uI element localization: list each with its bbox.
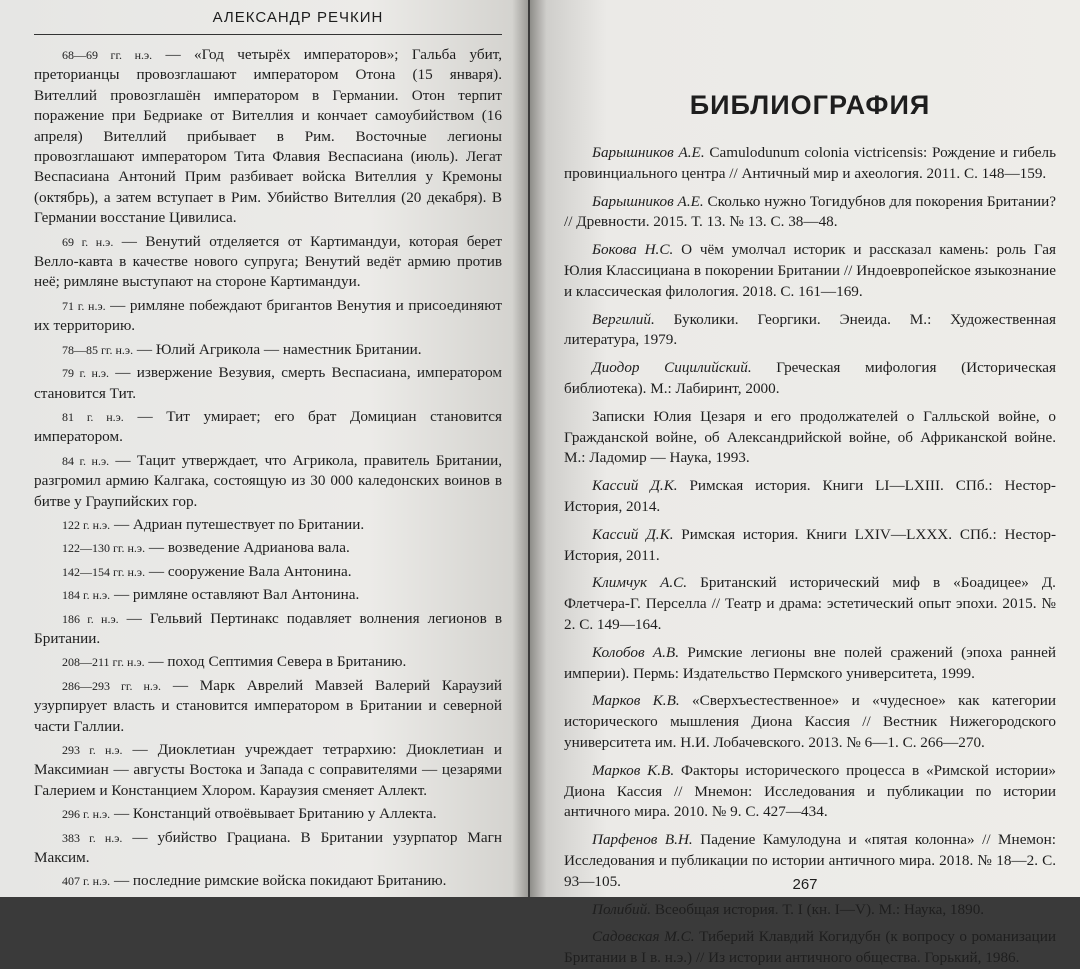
chronology-entry: [34, 363, 502, 404]
bibliography-item: [564, 691, 1056, 753]
entry-date: 68—69 гг. н.э.: [62, 48, 153, 62]
entry-date: 69 г. н.э.: [62, 234, 114, 249]
bib-author: Парфенов В.Н.: [592, 831, 693, 849]
right-page: [530, 0, 1080, 967]
entry-text: — Адриан путешествует по Британии.: [110, 515, 365, 533]
bib-text: Тиберий Клавдий Когидубн (к вопросу о романизации Британии в I в. н.э.) // Из истории античного общества. Горький, 1986.: [564, 928, 1056, 967]
entry-date: 84 г. н.э.: [62, 453, 110, 468]
bib-author: Кассий Д.К.: [592, 525, 674, 543]
bib-author: Диодор Сицилийский.: [592, 359, 752, 377]
bib-text: Греческая мифология (Историческая библиотека). М.: Лабиринт, 2000.: [564, 359, 1056, 397]
page-number: 267: [792, 876, 818, 893]
entry-date: 79 г. н.э.: [62, 366, 110, 381]
bibliography-item: [564, 573, 1056, 635]
bibliography-item: [564, 900, 1056, 921]
bib-text: Буколики. Георгики. Энеида. М.: Художественная литература, 1979.: [564, 310, 1056, 349]
entry-date: 296 г. н.э.: [62, 807, 111, 822]
bib-author: Колобов А.В.: [592, 643, 680, 661]
bib-text: Римская история. Книги LI—LXIII. СПб.: Нестор-История, 2014.: [564, 477, 1056, 515]
entry-text: — римляне побеждают бригантов Венутия и присоединяют их территорию.: [34, 296, 502, 335]
bib-text: Римская история. Книги LXIV—LXXX. СПб.: Нестор-История, 2011.: [564, 525, 1057, 564]
chronology-entry: [34, 871, 502, 891]
bib-text: Факторы исторического процесса в «Римской истории» Диона Кассия // Мнемон: Исследования и публикации по истории античного мира. 2010. № 9. С. 427—434.: [564, 761, 1057, 821]
entry-date: 208—211 гг. н.э.: [62, 655, 145, 670]
entry-text: — Юлий Агрикола — наместник Британии.: [133, 340, 422, 358]
bib-author: Марков К.В.: [592, 692, 680, 710]
bibliography-item: [564, 192, 1056, 234]
entry-text: — последние римские войска покидают Британию.: [110, 872, 447, 890]
bib-text: Британский исторический миф в «Боадицее» Д. Флетчера-Г. Перселла // Театр и драма: эстетический опыт эпохи. 2015. № 2. С. 149—164.: [564, 574, 1056, 633]
entry-text: — Марк Аврелий Мавзей Валерий Караузий узурпирует власть и становится императором в Британии и северной части Галлии.: [34, 676, 502, 735]
left-page: [0, 0, 528, 897]
bib-author: Бокова Н.С.: [592, 241, 674, 259]
entry-date: 78—85 гг. н.э.: [62, 342, 134, 357]
chronology-entry: [34, 609, 502, 650]
entry-text: — сооружение Вала Антонина.: [145, 562, 352, 580]
chronology-entry: [34, 340, 502, 360]
entry-text: — Тацит утверждает, что Агрикола, правитель Британии, разгромил армию Калгака, состоящую из 30 000 каледонских воинов в битве у Граупийских гор.: [34, 451, 503, 510]
bibliography-item: [564, 407, 1056, 469]
entry-date: 383 г. н.э.: [62, 830, 123, 845]
bibliography-item: [564, 761, 1056, 823]
bibliography-title: БИБЛИОГРАФИЯ: [689, 90, 931, 120]
bibliography-list: [564, 143, 1056, 969]
bibliography-item: [564, 310, 1056, 352]
bib-text: Сколько нужно Тогидубнов для покорения Британии? // Древности. 2015. Т. 13. № 13. С. 38—48.: [564, 192, 1056, 231]
entry-date: 293 г. н.э.: [62, 743, 123, 757]
bib-text: «Сверхъестественное» и «чудесное» как категории исторического мышления Диона Кассия // Вестник Нижегородского университета им. Н.И. Лобачевского. 2013. № 6—1. С. 266—270.: [564, 692, 1056, 751]
entry-text: — поход Септимия Севера в Британию.: [144, 653, 407, 671]
chronology-entry: [34, 562, 502, 582]
entry-date: 286—293 гг. н.э.: [62, 678, 162, 693]
header-rule: [34, 34, 502, 35]
entry-text: — Констанций отвоёвывает Британию у Аллекта.: [110, 805, 437, 823]
bib-author: Кассий Д.К.: [592, 477, 678, 495]
chronology-entry: [34, 828, 502, 869]
chronology-entry: [34, 45, 502, 229]
bibliography-item: [564, 240, 1056, 302]
bib-author: Марков К.В.: [592, 761, 675, 779]
chronology-entry: [34, 585, 502, 605]
chronology-entry: [34, 740, 502, 801]
bib-author: Садовская М.С.: [592, 928, 695, 946]
bibliography-item: [564, 476, 1056, 518]
entry-date: 71 г. н.э.: [62, 298, 106, 313]
bib-text: Всеобщая история. Т. I (кн. I—V). М.: Наука, 1890.: [651, 900, 985, 918]
bib-text: Camulodunum colonia victricensis: Рождение и гибель провинциального центра // Античный мир и ахеология. 2011. С. 148—159.: [564, 144, 1056, 182]
entry-text: — Венутий отделяется от Картимандуи, которая берет Велло-кавта в качестве нового супруга; Венутий ведёт армию против неё; римляне выступают на стороне Картимандуи.: [34, 232, 502, 291]
bib-text: Римские легионы вне полей сражений (эпоха ранней империи). Пермь: Издательство Пермского университета, 1999.: [564, 643, 1056, 682]
chronology-entry: [34, 538, 502, 558]
chronology-entry: [34, 451, 502, 512]
chronology-entry: [34, 676, 502, 737]
bib-author: Барышников А.Е.: [592, 192, 704, 210]
bibliography-item: [564, 643, 1056, 685]
entry-text: — «Год четырёх императоров»; Гальба убит, преторианцы провозглашают императором Отона (15 января). Вителлий провозглашён императором в Германии. Отон терпит поражение при Бедриаке от Вителлия и кончает самоубийством (16 апреля) Вителлий прибывает в Рим. Восточные легионы провозглашают императором Тита Флавия Веспасиана (июль). Легат Веспасиана Антоний Прим разбивает войска Вителлия у Кремоны (октябрь), а затем вступает в Рим. Убийство Вителлия (20 декабря). В Германии восстание Цивилиса.: [34, 46, 502, 227]
entry-date: 407 г. н.э.: [62, 874, 111, 889]
entry-date: 184 г. н.э.: [62, 588, 111, 603]
bibliography-item: [564, 525, 1056, 567]
entry-text: — возведение Адрианова вала.: [145, 539, 350, 557]
entry-text: — римляне оставляют Вал Антонина.: [110, 586, 360, 604]
bib-author: Климчук А.С.: [592, 574, 688, 592]
chronology-entry: [34, 407, 502, 448]
running-head: АЛЕКСАНДР РЕЧКИН: [212, 9, 384, 26]
bibliography-item: [564, 927, 1056, 969]
entry-text: — убийство Грациана. В Британии узурпатор Магн Максим.: [34, 828, 502, 867]
entry-text: — Гельвий Пертинакс подавляет волнения легионов в Британии.: [34, 609, 502, 647]
entry-text: — Диоклетиан учреждает тетрархию: Диоклетиан и Максимиан — августы Востока и Запада с соправителями — цезарями Галерием и Констанцием Хлором. Караузия сменяет Аллект.: [34, 741, 502, 799]
bib-author: Вергилий.: [592, 310, 655, 328]
chronology-list: [34, 45, 502, 892]
entry-text: — Тит умирает; его брат Домициан становится императором.: [34, 407, 503, 446]
chronology-entry: [34, 296, 502, 337]
entry-date: 142—154 гг. н.э.: [62, 564, 146, 579]
bibliography-item: [564, 358, 1056, 400]
bib-text: Падение Камулодуна и «пятая колонна» // Мнемон: Исследования и публикации по истории античного мира. 2018. № 18—2. С. 93—105.: [564, 831, 1056, 890]
bib-text: Записки Юлия Цезаря и его продолжателей о Галльской войне, о Гражданской войне, об Александрийской войне, об Африканской войне. М.: Ладомир — Наука, 1993.: [564, 407, 1056, 467]
entry-date: 122—130 гг. н.э.: [62, 541, 146, 556]
bibliography-item: [564, 143, 1056, 185]
entry-date: 122 г. н.э.: [62, 517, 111, 532]
chronology-entry: [34, 515, 502, 535]
bib-author: Барышников А.Е.: [592, 144, 705, 161]
chronology-entry: [34, 804, 502, 824]
entry-date: 186 г. н.э.: [62, 611, 119, 626]
chronology-entry: [34, 232, 502, 293]
bib-author: Полибий.: [592, 900, 652, 918]
entry-date: 81 г. н.э.: [62, 409, 124, 424]
chronology-entry: [34, 652, 502, 672]
bib-text: О чём умолчал историк и рассказал камень: роль Гая Юлия Классициана в покорении Британии // Индоевропейское языкознание и классическая филология. 2018. С. 161—169.: [564, 241, 1056, 300]
entry-text: — извержение Везувия, смерть Веспасиана, императором становится Тит.: [34, 364, 502, 402]
